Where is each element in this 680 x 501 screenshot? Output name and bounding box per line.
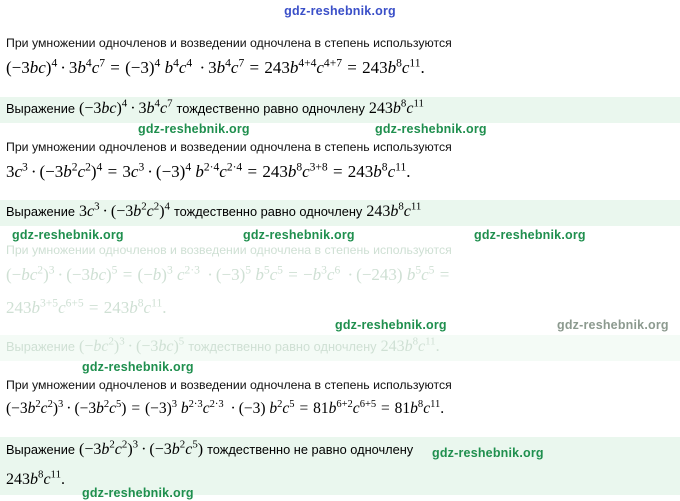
- block-1-equation: $(-3bc)^4 \cdot 3b^4c^7 = (-3)^4$ $b^4c^4 \cdot 3b^4c^7 = 243b^{4+4}c^{4+7} = 243b^8c^{11}$.: [6, 56, 425, 77]
- watermark-1: gdz-reshebnik.org: [138, 122, 250, 136]
- block-3-intro: При умножении одночленов и возведении одночлена в степень используются: [6, 243, 452, 257]
- block-1-conclusion: Выражение $(-3bc)^4 \cdot 3b^4c^7$ тождественно равно одночлену $243b^8c^{11}$: [6, 97, 424, 117]
- block-1-conclusion-verb: тождественно равно одночлену: [176, 101, 365, 116]
- block-2-conclusion: Выражение $3c^3 \cdot (-3b^2c^2)^4$ тождественно равно одночлену $243b^8c^{11}$: [6, 200, 422, 220]
- block-1-intro: При умножении одночленов и возведении одночлена в степень используются: [6, 36, 452, 50]
- watermark-7: gdz-reshebnik.org: [557, 318, 669, 332]
- watermark-9: gdz-reshebnik.org: [432, 446, 544, 460]
- watermark-10: gdz-reshebnik.org: [82, 486, 194, 500]
- watermark-4: gdz-reshebnik.org: [243, 228, 355, 242]
- block-4-conclusion: Выражение $(-3b^2c^2)^3 \cdot (-3b^2c^5)$ тождественно не равно одночлену: [6, 438, 414, 458]
- watermark-top: gdz-reshebnik.org: [284, 4, 396, 18]
- block-4-equation: $(-3b^2c^2)^3 \cdot (-3b^2c^5) = (-3)^3$ $b^{2\cdot 3}c^{2\cdot 3} \cdot (-3) b^2c^5 = 81b^{6+2}c^{6+5} = 81b^8c^{11}$.: [6, 398, 445, 417]
- block-1-conclusion-label: Выражение: [6, 101, 75, 116]
- block-4-intro: При умножении одночленов и возведении одночлена в степень используются: [6, 378, 452, 392]
- watermark-8: gdz-reshebnik.org: [82, 360, 194, 374]
- watermark-2: gdz-reshebnik.org: [375, 122, 487, 136]
- block-2-equation: $3c^3 \cdot (-3b^2c^2)^4 = 3c^3 \cdot (-3)^4$ $b^{2\cdot 4}c^{2\cdot 4} = 243b^8c^{3+8} = 243b^8c^{11}$.: [6, 160, 411, 181]
- block-3-equation: $(-bc^2)^3 \cdot (-3bc)^5 = (-b)^3$ $c^{2\cdot 3} \cdot (-3)^5$ $b^5c^5 = -b^3c^6 \cdot (-243) b^5c^5$ =: [6, 263, 450, 284]
- block-4-conclusion-label: Выражение: [6, 442, 75, 457]
- block-4-conclusion-result: $243b^8c^{11}$.: [6, 468, 66, 488]
- block-3-equation-cont: $243b^{3+5}c^{6+5} = 243b^8c^{11}$.: [6, 296, 167, 317]
- block-2-intro: При умножении одночленов и возведении одночлена в степень используются: [6, 140, 452, 154]
- block-4-conclusion-verb: тождественно не равно одночлену: [207, 442, 414, 457]
- block-3-conclusion: Выражение $(-bc^2)^3 \cdot (-3bc)^5$ тождественно равно одночлену $243b^8c^{11}$.: [6, 335, 440, 355]
- watermark-3: gdz-reshebnik.org: [12, 228, 124, 242]
- block-3-conclusion-label: Выражение: [6, 339, 75, 354]
- block-2-conclusion-verb: тождественно равно одночлену: [173, 204, 363, 219]
- block-3-conclusion-verb: тождественно равно одночлену: [188, 339, 377, 354]
- watermark-5: gdz-reshebnik.org: [474, 228, 586, 242]
- block-2-conclusion-label: Выражение: [6, 204, 75, 219]
- watermark-6: gdz-reshebnik.org: [335, 318, 447, 332]
